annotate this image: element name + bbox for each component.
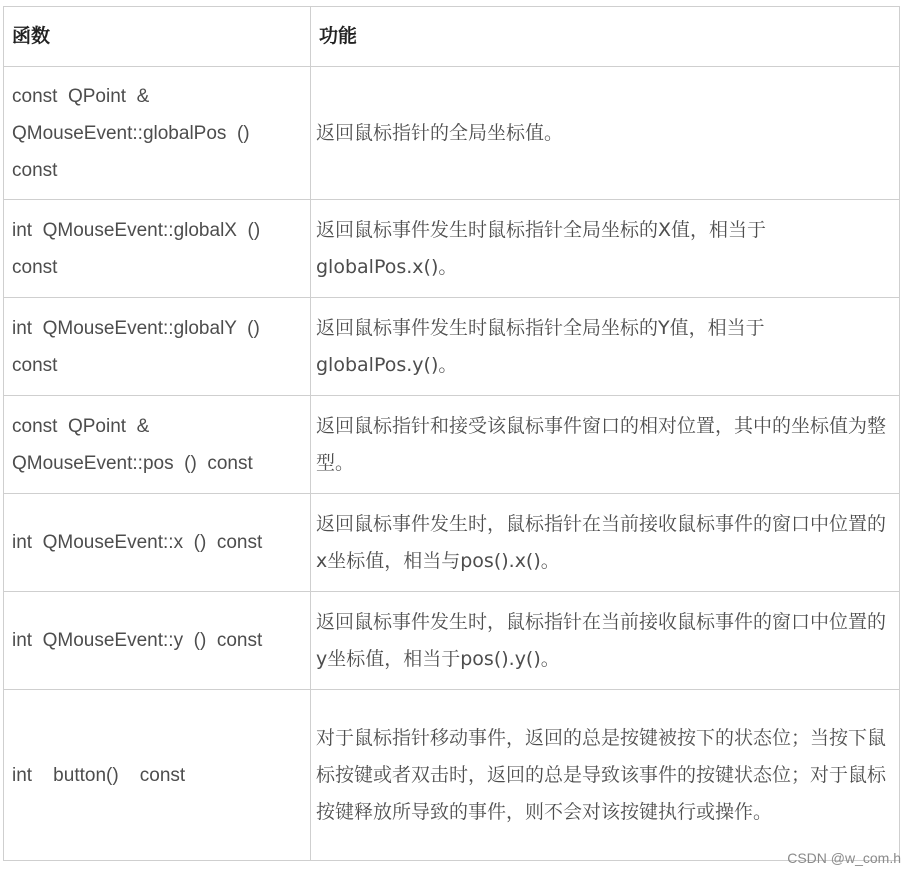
- function-table: [3, 6, 900, 861]
- description-cell: 返回鼠标事件发生时鼠标指针全局坐标的X值，相当于globalPos.x()。: [311, 200, 900, 298]
- function-cell: int QMouseEvent::y () const: [4, 592, 311, 690]
- header-function: 函数: [4, 7, 311, 67]
- description-cell: 返回鼠标事件发生时鼠标指针全局坐标的Y值，相当于globalPos.y()。: [311, 298, 900, 396]
- description-cell: 对于鼠标指针移动事件，返回的总是按键被按下的状态位；当按下鼠标按键或者双击时，返回的总是导致该事件的按键状态位；对于鼠标按键释放所导致的事件，则不会对该按键执行或操作。: [311, 690, 900, 861]
- function-cell: int QMouseEvent::globalX () const: [4, 200, 311, 298]
- description-cell: 返回鼠标指针的全局坐标值。: [311, 67, 900, 200]
- table-row: [4, 200, 900, 298]
- function-cell: const QPoint & QMouseEvent::pos () const: [4, 396, 311, 494]
- function-cell: const QPoint & QMouseEvent::globalPos () const: [4, 67, 311, 200]
- description-cell: 返回鼠标事件发生时，鼠标指针在当前接收鼠标事件的窗口中位置的y坐标值，相当于pos().y()。: [311, 592, 900, 690]
- table-row: [4, 67, 900, 200]
- table-row: [4, 494, 900, 592]
- table-row: [4, 298, 900, 396]
- function-cell: int QMouseEvent::globalY () const: [4, 298, 311, 396]
- table-row: [4, 592, 900, 690]
- header-description: 功能: [311, 7, 900, 67]
- table-row: [4, 690, 900, 861]
- description-cell: 返回鼠标指针和接受该鼠标事件窗口的相对位置，其中的坐标值为整型。: [311, 396, 900, 494]
- description-cell: 返回鼠标事件发生时，鼠标指针在当前接收鼠标事件的窗口中位置的x坐标值，相当与pos().x()。: [311, 494, 900, 592]
- function-cell: int QMouseEvent::x () const: [4, 494, 311, 592]
- csdn-watermark: CSDN @w_com.h: [787, 850, 901, 866]
- function-cell: int button() const: [4, 690, 311, 861]
- table-header-row: [4, 7, 900, 67]
- table-row: [4, 396, 900, 494]
